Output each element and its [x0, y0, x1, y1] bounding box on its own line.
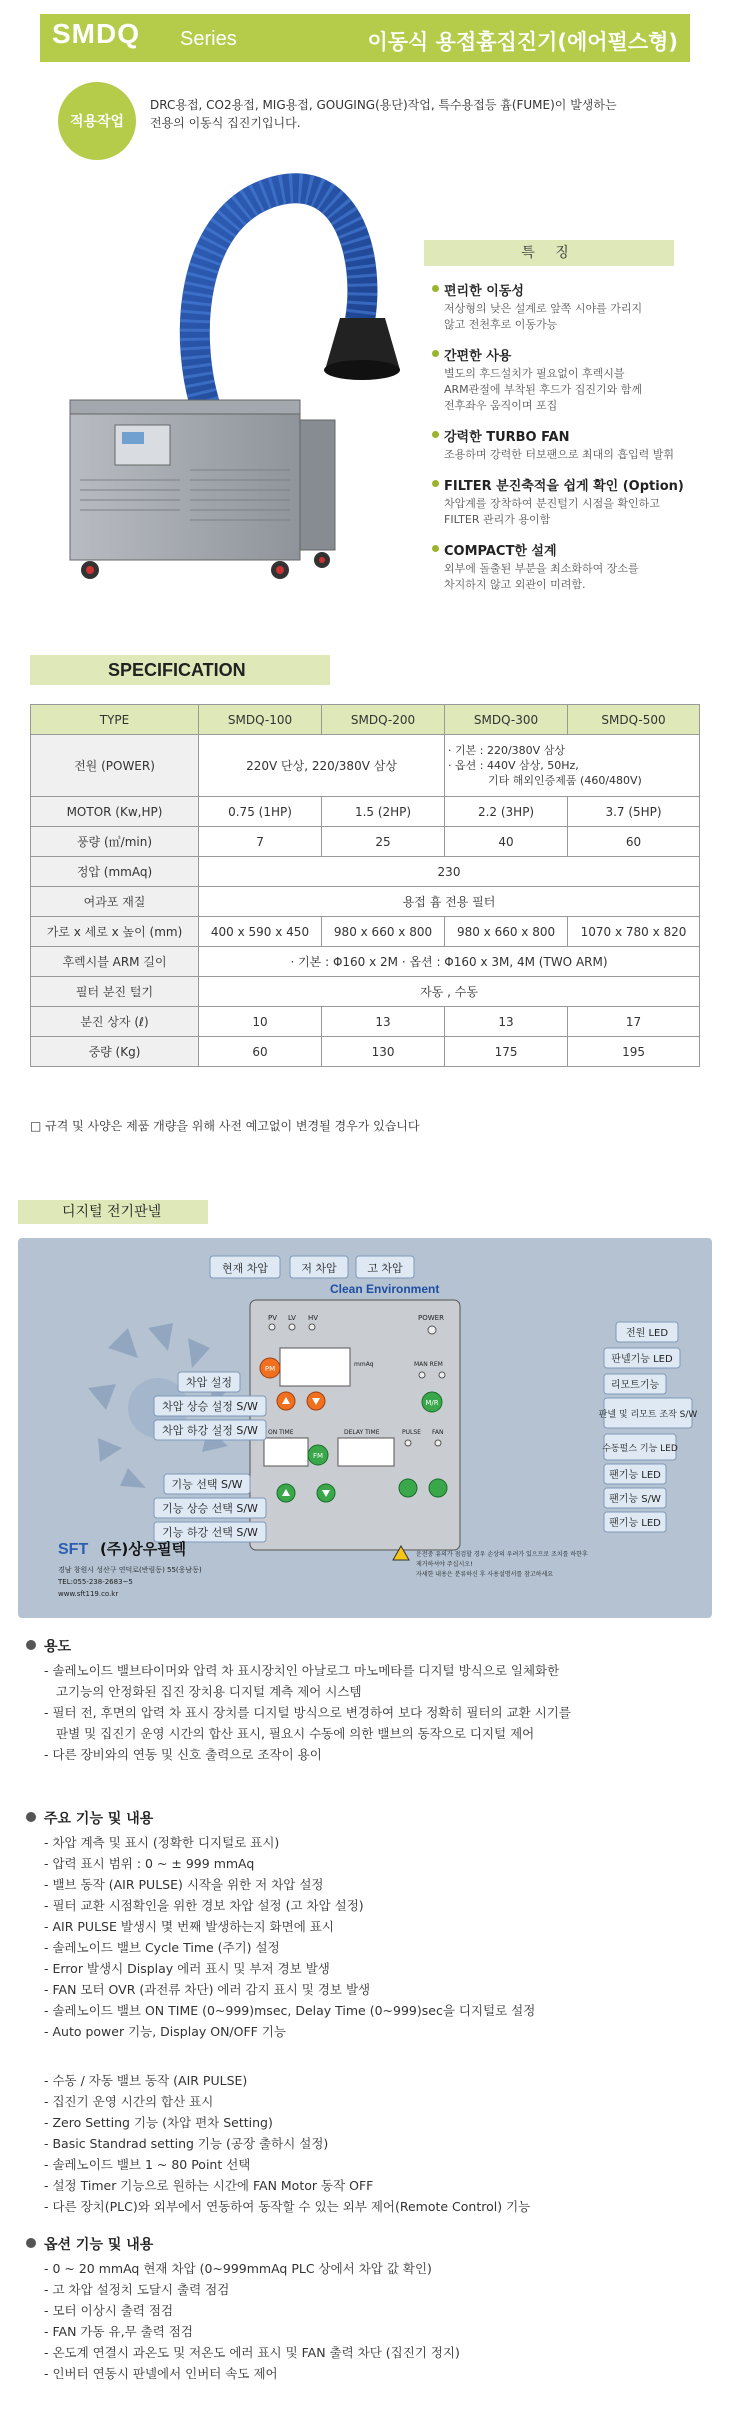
label-low-pressure: 저 차압 — [301, 1262, 337, 1275]
panel-svg — [18, 1238, 712, 1618]
table-header-cell: TYPE — [31, 705, 199, 735]
option-line: - 온도계 연결시 과온도 및 저온도 에러 표시 및 FAN 출력 차단 (집진기 정지) — [44, 2345, 460, 2360]
feature-desc-line: 않고 전천후로 이동가능 — [444, 318, 558, 331]
feature-title: 간편한 사용 — [432, 345, 692, 364]
usage-list — [44, 1660, 684, 1765]
company-web: www.sft119.co.kr — [58, 1590, 119, 1598]
options-list — [44, 2258, 684, 2384]
table-cell: 1070 x 780 x 820 — [568, 917, 700, 947]
product-title: 이동식 용접흄집진기(에어펄스형) — [367, 30, 678, 54]
pm-label: PM — [264, 1365, 276, 1373]
table-cell: 13 — [445, 1007, 568, 1037]
function-line: - 차압 계측 및 표시 (정확한 디지털로 표시) — [44, 1835, 280, 1850]
usage-line: 고기능의 안정화된 집진 장치용 디지털 계측 제어 시스템 — [56, 1684, 362, 1699]
feature-title: FILTER 분진축적을 쉽게 확인 (Option) — [432, 475, 692, 494]
spec-title: SPECIFICATION — [30, 655, 330, 685]
application-line: DRC용접, CO2용접, MIG용접, GOUGING(용단)작업, 특수용접등 흄(FUME)이 발생하는 — [150, 98, 617, 112]
table-cell: 195 — [568, 1037, 700, 1067]
fan-label: FAN — [432, 1429, 444, 1436]
label-function-up: 기능 상승 선택 S/W — [162, 1502, 258, 1515]
table-row — [31, 947, 700, 977]
product-image — [60, 170, 410, 600]
table-cell: 17 — [568, 1007, 700, 1037]
label-power-led: 전원 LED — [625, 1328, 669, 1339]
feature-title: 강력한 TURBO FAN — [432, 426, 692, 445]
row-label: 풍량 (㎥/min) — [31, 827, 199, 857]
label-pressure-up: 차압 상승 설정 S/W — [162, 1400, 258, 1413]
label-high-pressure: 고 차압 — [367, 1262, 403, 1275]
table-cell: 3.7 (5HP) — [568, 797, 700, 827]
usage-line: - 솔레노이드 밸브타이머와 압력 차 표시장치인 아날로그 마노메타를 디지털 방식으로 일체화한 — [44, 1663, 560, 1678]
model-name: SMDQ — [52, 18, 140, 49]
feature-desc-line: 외부에 돌출된 부분을 최소화하여 장소를 — [444, 562, 639, 575]
fm-label: FM — [312, 1452, 324, 1460]
functions-list-1 — [44, 1832, 684, 2042]
table-cell: 25 — [322, 827, 445, 857]
features-list — [432, 280, 692, 605]
table-row — [31, 797, 700, 827]
label-panel-led: 판넬기능 LED — [611, 1354, 673, 1365]
row-label: 후렉시블 ARM 길이 — [31, 947, 199, 977]
table-cell: 1.5 (2HP) — [322, 797, 445, 827]
table-header-cell: SMDQ-500 — [568, 705, 700, 735]
feature-desc-line: 차지하지 않고 외관이 미려함. — [444, 578, 586, 591]
feature-desc-line: FILTER 관리가 용이함 — [444, 513, 551, 526]
company-logo: SFT — [58, 1541, 89, 1558]
lv-label: LV — [288, 1314, 296, 1322]
feature-item — [432, 426, 692, 463]
control-panel-diagram — [18, 1238, 712, 1618]
feature-desc-line: 별도의 후드설치가 필요없이 후렉시블 — [444, 367, 625, 380]
brand-text: Clean Environment — [330, 1282, 440, 1296]
pressure-display — [280, 1348, 350, 1386]
features-title: 특 징 — [424, 240, 674, 266]
label-pressure-set: 차압 설정 — [185, 1376, 233, 1389]
left-labels — [154, 1372, 266, 1542]
option-line: - FAN 가동 유,무 출력 점검 — [44, 2324, 193, 2339]
on-time-display — [264, 1438, 308, 1466]
feature-desc-line: 조용하며 강력한 터보팬으로 최대의 흡입력 발휘 — [444, 448, 675, 461]
power-line: · 기본 : 220/380V 삼상 — [448, 744, 565, 757]
feature-item — [432, 540, 692, 593]
table-cell: 60 — [568, 827, 700, 857]
usage-title: 용도 — [26, 1636, 71, 1656]
option-line: - 고 차압 설정치 도달시 출력 점검 — [44, 2282, 230, 2297]
row-label: 가로 x 세로 x 높이 (mm) — [31, 917, 199, 947]
label-fan-switch: 팬기능 S/W — [609, 1494, 661, 1505]
feature-item — [432, 475, 692, 528]
table-header-cell: SMDQ-200 — [322, 705, 445, 735]
power-led — [428, 1326, 436, 1334]
delay-time-display — [338, 1438, 394, 1466]
power-line: 기타 해외인증제품 (460/480V) — [488, 774, 642, 787]
row-label: 분진 상자 (ℓ) — [31, 1007, 199, 1037]
table-cell: 400 x 590 x 450 — [199, 917, 322, 947]
function-line: - FAN 모터 OVR (과전류 차단) 에러 감지 표시 및 경보 발생 — [44, 1982, 371, 1997]
row-label: MOTOR (Kw,HP) — [31, 797, 199, 827]
table-cell: 2.2 (3HP) — [445, 797, 568, 827]
table-header-cell: SMDQ-100 — [199, 705, 322, 735]
spec-table — [30, 704, 700, 1067]
table-row — [31, 705, 700, 735]
function-line: - 수동 / 자동 밸브 동작 (AIR PULSE) — [44, 2073, 248, 2088]
header-bar — [40, 14, 690, 62]
power-line: · 옵션 : 440V 삼상, 50Hz, — [448, 759, 579, 772]
feature-desc-line: 차압계를 장착하여 분진털기 시점을 확인하고 — [444, 497, 660, 510]
application-badge: 적용작업 — [58, 82, 136, 160]
label-function-down: 기능 하강 선택 S/W — [162, 1526, 258, 1539]
warning-line: 제거하셔야 주십시오! — [416, 1561, 473, 1568]
option-line: - 인버터 연동시 판넬에서 인버터 속도 제어 — [44, 2366, 278, 2381]
function-line: - Error 발생시 Display 에러 표시 및 부저 경보 발생 — [44, 1961, 330, 1976]
row-label: 필터 분진 털기 — [31, 977, 199, 1007]
company-tel: TEL:055-238-2683~5 — [58, 1578, 133, 1586]
table-row — [31, 735, 700, 797]
feature-desc — [432, 366, 692, 414]
feature-item — [432, 345, 692, 414]
row-label: 정압 (mmAq) — [31, 857, 199, 887]
feature-title: COMPACT한 설계 — [432, 540, 692, 559]
functions-list-2 — [44, 2070, 684, 2217]
function-line: - 집진기 운영 시간의 합산 표시 — [44, 2094, 214, 2109]
feature-item — [432, 280, 692, 333]
delay-time-label: DELAY TIME — [344, 1429, 380, 1436]
function-line: - 필터 교환 시점확인을 위한 경보 차압 설정 (고 차압 설정) — [44, 1898, 364, 1913]
usage-line: - 다른 장비와의 연동 및 신호 출력으로 조작이 용이 — [44, 1747, 322, 1762]
function-line: - Auto power 기능, Display ON/OFF 기능 — [44, 2024, 286, 2039]
feature-desc-line: 전후좌우 움직이며 포집 — [444, 399, 558, 412]
function-line: - 솔레노이드 밸브 1 ~ 80 Point 선택 — [44, 2157, 251, 2172]
table-row — [31, 857, 700, 887]
options-title: 옵션 기능 및 내용 — [26, 2234, 153, 2254]
pv-label: PV — [268, 1314, 278, 1322]
table-row — [31, 827, 700, 857]
table-row — [31, 917, 700, 947]
warning-line: 자세한 내용은 분류하신 후 사용설명서를 참고하세요 — [416, 1571, 554, 1578]
label-current-pressure: 현재 차압 — [221, 1262, 269, 1275]
label-fan-led-2: 팬기능 LED — [609, 1518, 661, 1529]
usage-line: - 필터 전, 후면의 압력 차 표시 장치를 디지털 방식으로 변경하여 보다 정확히 필터의 교환 시기를 — [44, 1705, 571, 1720]
table-cell: 980 x 660 x 800 — [322, 917, 445, 947]
warning-line: 운전중 유의가 점검할 경우 손상의 우려가 있으므로 조치를 하한후 — [416, 1551, 588, 1558]
company-name: (주)상우필텍 — [100, 1540, 187, 1558]
application-text — [150, 96, 650, 132]
pulse-label: PULSE — [402, 1429, 421, 1436]
spec-table-wrap — [30, 704, 700, 1067]
table-cell: 자동 , 수동 — [199, 977, 700, 1007]
feature-desc-line: 저상형의 낮은 설계로 앞쪽 시야를 가리지 — [444, 302, 643, 315]
label-fan-led: 팬기능 LED — [609, 1470, 661, 1481]
top-labels — [210, 1256, 414, 1278]
fan-button[interactable] — [429, 1479, 447, 1497]
panel-title: 디지털 전기판넬 — [18, 1200, 208, 1224]
table-cell — [445, 735, 700, 797]
feature-title: 편리한 이동성 — [432, 280, 692, 299]
table-row — [31, 1037, 700, 1067]
function-line: - AIR PULSE 발생시 몇 번째 발생하는지 화면에 표시 — [44, 1919, 334, 1934]
man-rem-label: MAN REM — [414, 1361, 443, 1368]
table-row — [31, 977, 700, 1007]
table-cell: 7 — [199, 827, 322, 857]
table-cell: 용접 흄 전용 필터 — [199, 887, 700, 917]
table-cell: 220V 단상, 220/380V 삼상 — [199, 735, 445, 797]
unit-label: mmAq — [354, 1361, 374, 1368]
row-label: 여과포 재질 — [31, 887, 199, 917]
function-line: - 솔레노이드 밸브 Cycle Time (주기) 설정 — [44, 1940, 280, 1955]
feature-desc — [432, 301, 692, 333]
label-pressure-down: 차압 하강 설정 S/W — [162, 1424, 258, 1437]
table-cell: 0.75 (1HP) — [199, 797, 322, 827]
label-manual-pulse: 수동펄스 기능 LED — [602, 1444, 678, 1454]
hv-label: HV — [308, 1314, 319, 1322]
table-row — [31, 887, 700, 917]
function-line: - 밸브 동작 (AIR PULSE) 시작을 위한 저 차압 설정 — [44, 1877, 324, 1892]
feature-desc — [432, 496, 692, 528]
feature-desc-line: ARM관절에 부착된 후드가 집진기와 함께 — [444, 383, 643, 396]
table-row — [31, 1007, 700, 1037]
right-labels — [599, 1322, 698, 1532]
function-line: - Zero Setting 기능 (차압 편차 Setting) — [44, 2115, 273, 2130]
functions-title: 주요 기능 및 내용 — [26, 1808, 153, 1828]
function-line: - 솔레노이드 밸브 ON TIME (0~999)msec, Delay Time (0~999)sec을 디지털로 설정 — [44, 2003, 536, 2018]
usage-line: 판별 및 집진기 운영 시간의 합산 표시, 필요시 수동에 의한 밸브의 동작으로 디지털 제어 — [56, 1726, 535, 1741]
table-cell: 230 — [199, 857, 700, 887]
table-cell: 980 x 660 x 800 — [445, 917, 568, 947]
option-line: - 0 ~ 20 mmAq 현재 차압 (0~999mmAq PLC 상에서 차압 값 확인) — [44, 2261, 432, 2276]
table-cell: 130 — [322, 1037, 445, 1067]
application-line: 전용의 이동식 집진기입니다. — [150, 116, 301, 130]
feature-desc — [432, 447, 692, 463]
mr-label: M/R — [425, 1399, 439, 1407]
table-cell: 60 — [199, 1037, 322, 1067]
label-function-select: 기능 선택 S/W — [171, 1478, 243, 1491]
label-remote: 리모트기능 — [610, 1380, 660, 1391]
row-label: 전원 (POWER) — [31, 735, 199, 797]
spec-note: □ 규격 및 사양은 제품 개량을 위해 사전 예고없이 변경될 경우가 있습니다 — [30, 1119, 420, 1133]
company-address: 경남 창원시 성산구 연덕로(반림동) 55(웅남동) — [58, 1566, 202, 1574]
function-line: - 다른 장치(PLC)와 외부에서 연동하여 동작할 수 있는 외부 제어(Remote Control) 기능 — [44, 2199, 531, 2214]
table-cell: 10 — [199, 1007, 322, 1037]
control-box — [250, 1300, 460, 1550]
table-cell: 175 — [445, 1037, 568, 1067]
feature-desc — [432, 561, 692, 593]
on-time-label: ON TIME — [268, 1429, 294, 1436]
power-label: POWER — [418, 1314, 444, 1322]
table-cell: 40 — [445, 827, 568, 857]
function-line: - 압력 표시 범위 : 0 ~ ± 999 mmAq — [44, 1856, 255, 1871]
row-label: 중량 (Kg) — [31, 1037, 199, 1067]
pulse-button[interactable] — [399, 1479, 417, 1497]
series-label: Series — [180, 28, 237, 50]
label-remote-switch: 판넬 및 리모트 조작 S/W — [598, 1410, 698, 1420]
function-line: - Basic Standrad setting 기능 (공장 출하시 설정) — [44, 2136, 329, 2151]
table-cell: · 기본 : Φ160 x 2M · 옵션 : Φ160 x 3M, 4M (TWO ARM) — [199, 947, 700, 977]
table-cell: 13 — [322, 1007, 445, 1037]
function-line: - 설정 Timer 기능으로 원하는 시간에 FAN Motor 동작 OFF — [44, 2178, 374, 2193]
table-header-cell: SMDQ-300 — [445, 705, 568, 735]
option-line: - 모터 이상시 출력 점검 — [44, 2303, 174, 2318]
